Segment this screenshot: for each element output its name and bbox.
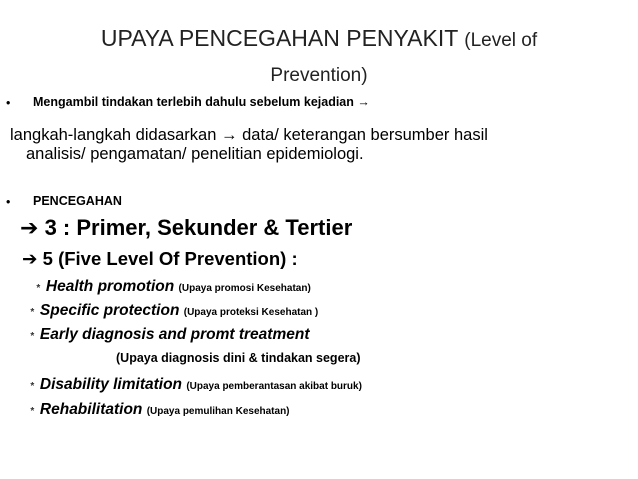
level-item xyxy=(36,278,311,296)
bullet-1-line-2-rest: data/ keterangan bersumber hasil xyxy=(242,126,488,144)
bullet-1-label: Mengambil tindakan terlebih dahulu sebelum kejadian xyxy=(33,95,354,109)
bullet-dot-1: • xyxy=(6,96,11,110)
level-item xyxy=(30,376,362,394)
asterisk-marker: * xyxy=(36,283,40,294)
arrow-right-icon: ➔ xyxy=(22,248,38,269)
level-name: Early diagnosis and promt treatment xyxy=(39,326,310,343)
bullet-1-line-3: analisis/ pengamatan/ penelitian epidemiologi. xyxy=(26,145,364,163)
asterisk-marker: * xyxy=(30,331,34,342)
asterisk-marker: * xyxy=(30,381,34,392)
level-item xyxy=(30,401,290,419)
bullet-1-line-2-start: langkah-langkah didasarkan xyxy=(10,126,217,144)
asterisk-marker: * xyxy=(30,307,34,318)
arrow-right-icon: → xyxy=(357,95,370,109)
bullet-1-text xyxy=(33,95,370,109)
title-paren-2: Prevention) xyxy=(270,65,368,86)
level-name: Disability limitation xyxy=(39,376,183,393)
arrow-right-icon: → xyxy=(221,126,238,144)
bullet-1-line-2 xyxy=(10,125,488,145)
asterisk-marker: * xyxy=(30,406,34,417)
level-name: Health promotion xyxy=(45,278,175,295)
slide-title xyxy=(20,22,618,92)
title-main: UPAYA PENCEGAHAN PENYAKIT xyxy=(100,25,458,51)
five-levels-text: 5 (Five Level Of Prevention) : xyxy=(42,248,298,269)
level-note: (Upaya pemberantasan akibat buruk) xyxy=(186,381,362,392)
level-name: Rehabilitation xyxy=(39,401,143,418)
three-levels-text: 3 : Primer, Sekunder & Tertier xyxy=(44,215,353,240)
bullet-2-label: PENCEGAHAN xyxy=(33,194,122,208)
prevention-five-levels xyxy=(22,246,298,272)
level-name: Specific protection xyxy=(39,302,180,319)
title-line-1 xyxy=(20,22,618,57)
title-line-2 xyxy=(20,57,618,92)
level-note: (Upaya pemulihan Kesehatan) xyxy=(146,406,290,417)
bullet-dot-2: • xyxy=(6,195,11,209)
title-paren-1: (Level of xyxy=(464,30,538,51)
level-item xyxy=(30,302,318,320)
level-note: (Upaya diagnosis dini & tindakan segera) xyxy=(116,351,361,365)
arrow-right-icon: ➔ xyxy=(20,215,39,240)
level-note: (Upaya proteksi Kesehatan ) xyxy=(183,307,319,318)
level-item xyxy=(30,326,310,344)
level-note: (Upaya promosi Kesehatan) xyxy=(178,283,311,294)
prevention-three-levels xyxy=(20,213,352,243)
